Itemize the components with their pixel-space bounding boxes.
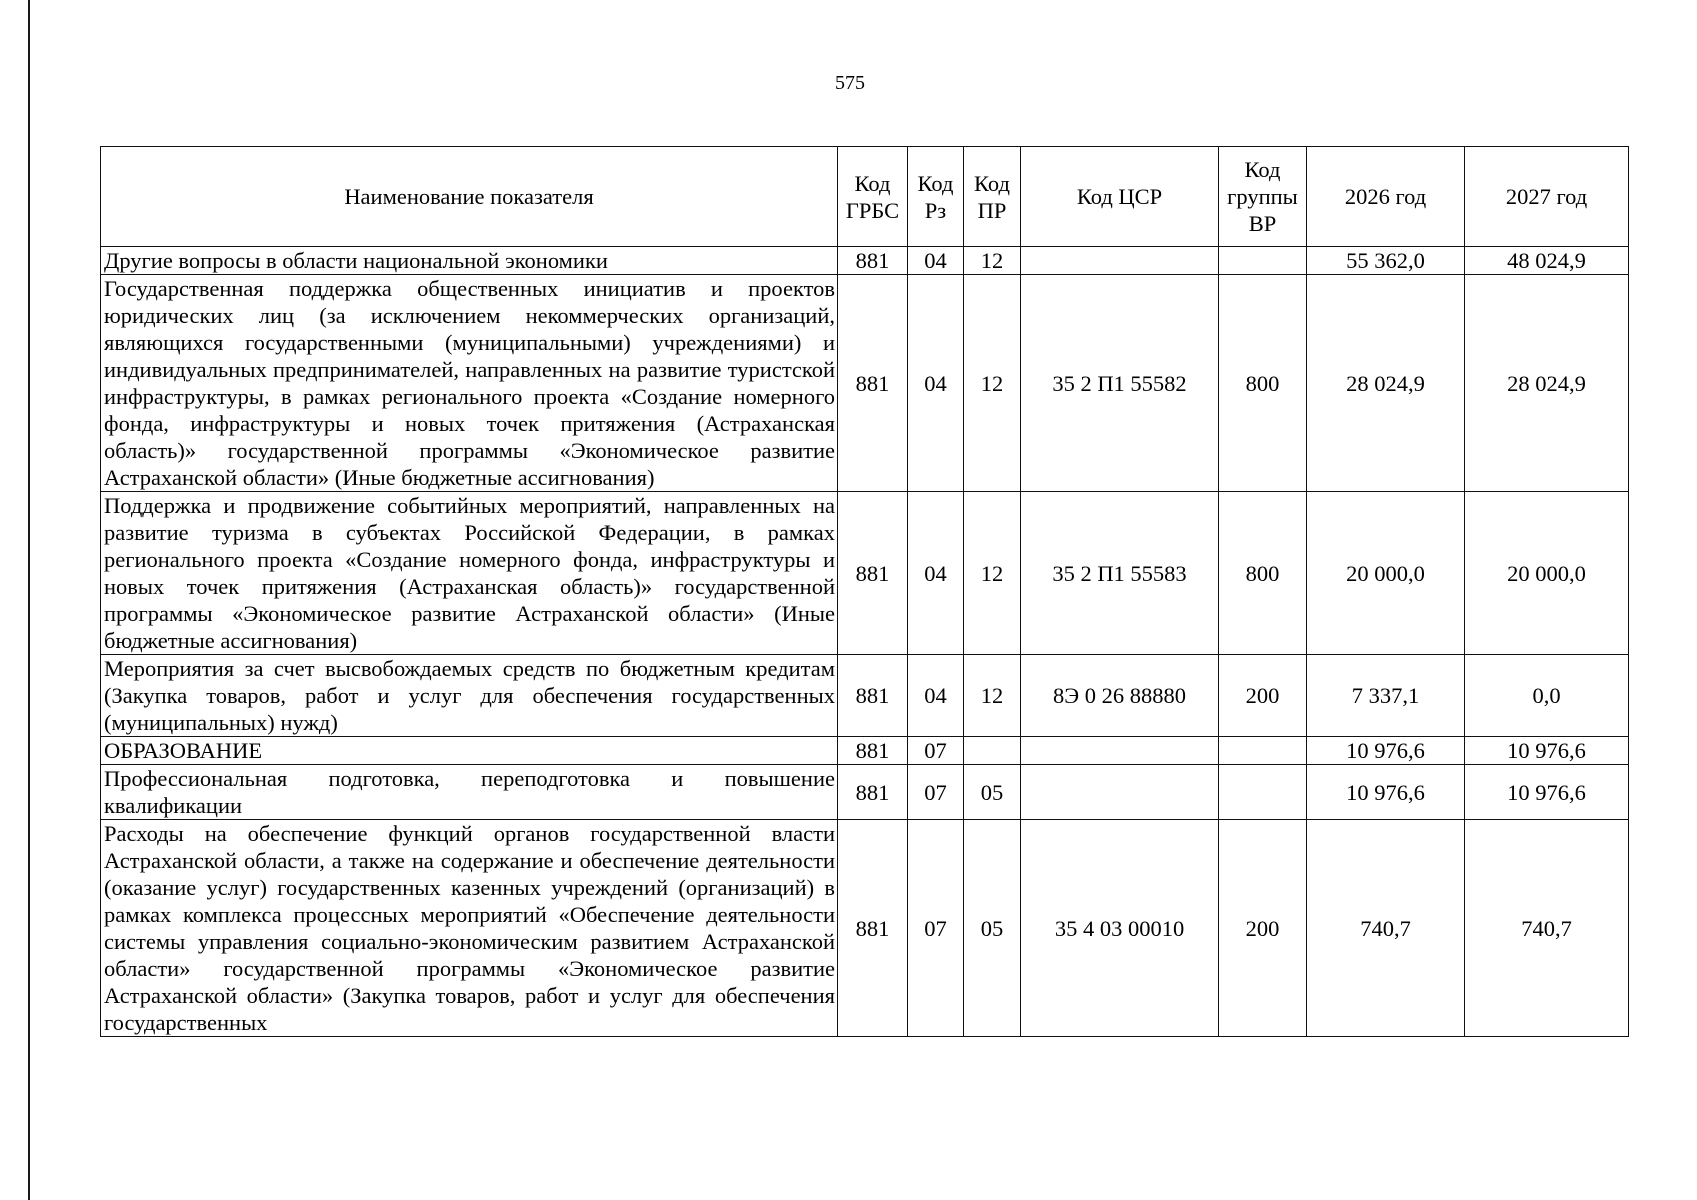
- row-2027: 20 000,0: [1465, 492, 1629, 655]
- row-vr: [1219, 737, 1307, 765]
- table-row: [101, 737, 1629, 765]
- table-header-row: [101, 147, 1629, 247]
- row-vr: 800: [1219, 492, 1307, 655]
- row-vr: 800: [1219, 275, 1307, 492]
- row-2026: 7 337,1: [1307, 655, 1465, 737]
- row-rz: 04: [908, 655, 964, 737]
- row-2027: 28 024,9: [1465, 275, 1629, 492]
- row-name: Профессиональная подготовка, переподготовка и повышение квалификации: [101, 765, 838, 820]
- row-pr: [964, 737, 1021, 765]
- row-rz: 07: [908, 765, 964, 820]
- row-rz: 07: [908, 737, 964, 765]
- row-vr: [1219, 765, 1307, 820]
- row-vr: 200: [1219, 655, 1307, 737]
- header-2027: 2027 год: [1465, 147, 1629, 247]
- row-pr: 12: [964, 655, 1021, 737]
- row-2027: 48 024,9: [1465, 247, 1629, 275]
- header-grbs: Код ГРБС: [838, 147, 908, 247]
- row-rz: 04: [908, 275, 964, 492]
- row-grbs: 881: [838, 655, 908, 737]
- row-2027: 0,0: [1465, 655, 1629, 737]
- table-row: [101, 765, 1629, 820]
- row-csr: 35 4 03 00010: [1021, 820, 1219, 1037]
- header-csr: Код ЦСР: [1021, 147, 1219, 247]
- budget-table: [100, 146, 1629, 1037]
- row-csr: 8Э 0 26 88880: [1021, 655, 1219, 737]
- row-grbs: 881: [838, 492, 908, 655]
- row-name: Государственная поддержка общественных инициатив и проектов юридических лиц (за исключением некоммерческих организаций, являющихся государственными (муниципальными) учреждениями) и индивидуальных предпринимателей, направленных на развитие туристской инфраструктуры, в рамках регионального проекта «Создание номерного фонда, инфраструктуры и новых точек притяжения (Астраханская область)» государственной программы «Экономическое развитие Астраханской области» (Иные бюджетные ассигнования): [101, 275, 838, 492]
- row-csr: [1021, 247, 1219, 275]
- header-pr: Код ПР: [964, 147, 1021, 247]
- row-pr: 05: [964, 820, 1021, 1037]
- row-2026: 740,7: [1307, 820, 1465, 1037]
- row-grbs: 881: [838, 820, 908, 1037]
- row-2026: 55 362,0: [1307, 247, 1465, 275]
- row-pr: 12: [964, 275, 1021, 492]
- row-grbs: 881: [838, 765, 908, 820]
- row-vr: [1219, 247, 1307, 275]
- row-csr: 35 2 П1 55582: [1021, 275, 1219, 492]
- header-name: Наименование показателя: [101, 147, 838, 247]
- row-2027: 10 976,6: [1465, 737, 1629, 765]
- table-row: [101, 655, 1629, 737]
- header-rz: Код Рз: [908, 147, 964, 247]
- row-pr: 12: [964, 492, 1021, 655]
- row-grbs: 881: [838, 275, 908, 492]
- row-grbs: 881: [838, 737, 908, 765]
- page-number: 575: [835, 72, 865, 94]
- row-name: Поддержка и продвижение событийных мероприятий, направленных на развитие туризма в субъектах Российской Федерации, в рамках регионального проекта «Создание номерного фонда, инфраструктуры и новых точек притяжения (Астраханская область)» государственной программы «Экономическое развитие Астраханской области» (Иные бюджетные ассигнования): [101, 492, 838, 655]
- row-csr: [1021, 737, 1219, 765]
- row-2026: 10 976,6: [1307, 765, 1465, 820]
- row-rz: 04: [908, 247, 964, 275]
- table-row: [101, 492, 1629, 655]
- row-csr: 35 2 П1 55583: [1021, 492, 1219, 655]
- row-vr: 200: [1219, 820, 1307, 1037]
- table-row: [101, 247, 1629, 275]
- left-margin-rule: [28, 0, 30, 1200]
- header-vr: Код группы ВР: [1219, 147, 1307, 247]
- row-grbs: 881: [838, 247, 908, 275]
- row-2026: 20 000,0: [1307, 492, 1465, 655]
- row-name: Другие вопросы в области национальной экономики: [101, 247, 838, 275]
- row-pr: 05: [964, 765, 1021, 820]
- row-name: Мероприятия за счет высвобождаемых средств по бюджетным кредитам (Закупка товаров, работ и услуг для обеспечения государственных (муниципальных) нужд): [101, 655, 838, 737]
- table-row: [101, 275, 1629, 492]
- row-rz: 07: [908, 820, 964, 1037]
- row-name: ОБРАЗОВАНИЕ: [101, 737, 838, 765]
- row-2027: 740,7: [1465, 820, 1629, 1037]
- table-row: [101, 820, 1629, 1037]
- row-2026: 10 976,6: [1307, 737, 1465, 765]
- row-2026: 28 024,9: [1307, 275, 1465, 492]
- row-csr: [1021, 765, 1219, 820]
- row-pr: 12: [964, 247, 1021, 275]
- row-name: Расходы на обеспечение функций органов государственной власти Астраханской области, а также на содержание и обеспечение деятельности (оказание услуг) государственных казенных учреждений (организаций) в рамках комплекса процессных мероприятий «Обеспечение деятельности системы управления социально-экономическим развитием Астраханской области» государственной программы «Экономическое развитие Астраханской области» (Закупка товаров, работ и услуг для обеспечения государственных: [101, 820, 838, 1037]
- header-2026: 2026 год: [1307, 147, 1465, 247]
- row-2027: 10 976,6: [1465, 765, 1629, 820]
- row-rz: 04: [908, 492, 964, 655]
